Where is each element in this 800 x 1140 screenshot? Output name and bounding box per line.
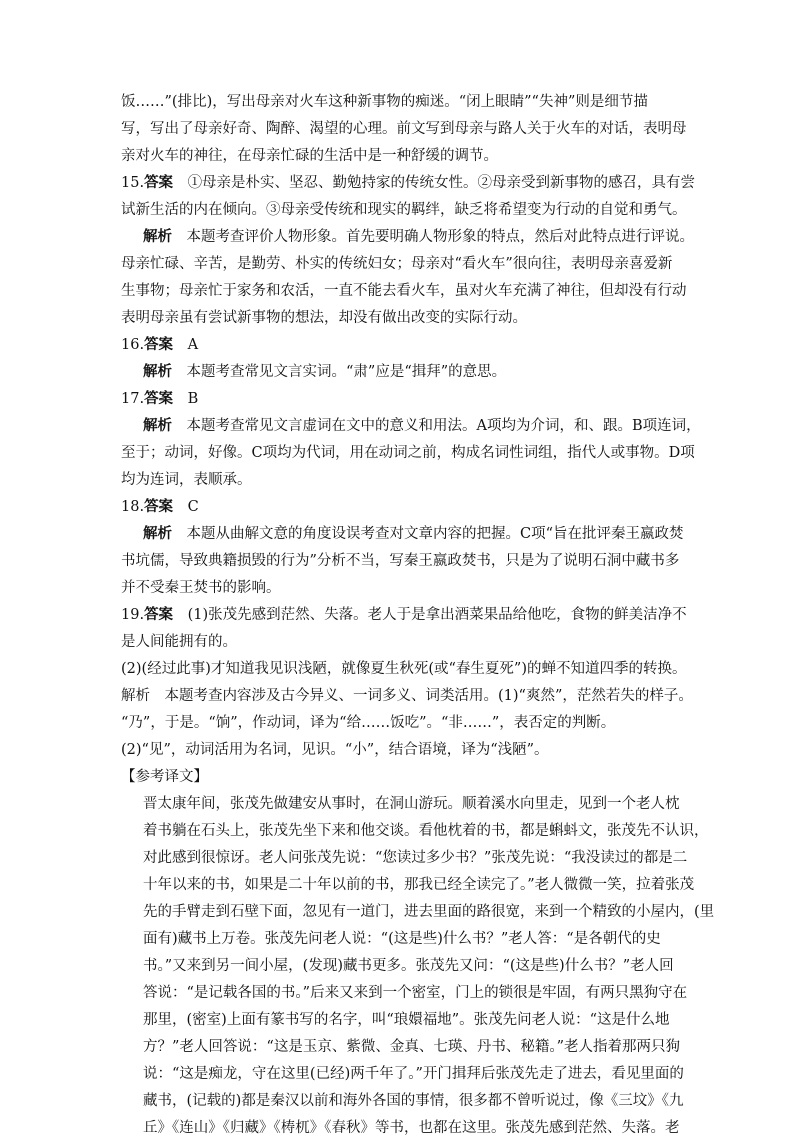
line-text: 答说：“是记载各国的书。”后来又来到一个密室，门上的锁很是牢固，有两只黑狗守在 xyxy=(143,985,688,1001)
line-text: 丘》《连山》《归藏》《梼杌》《春秋》等书，也都在这里。张茂先感到茫然、失落。老 xyxy=(143,1120,680,1136)
text-line xyxy=(0,306,800,330)
text-line xyxy=(0,792,800,816)
analysis-label: 解析 xyxy=(143,228,172,245)
question-number: 16. xyxy=(121,337,145,353)
text-line xyxy=(0,279,800,303)
line-text: 先的手臂走到石壁下面，忽见有一道门，进去里面的路很宽，来到一个精致的小屋内，(里 xyxy=(143,904,715,920)
line-text: “乃”，于是。“饷”，作动词，译为“给……饭吃”。“非……”，表否定的判断。 xyxy=(121,715,616,731)
line-text: (1)张茂先感到茫然、失落。老人于是拿出酒菜果品给他吃，食物的鲜美洁净不 xyxy=(187,607,687,623)
text-line xyxy=(0,1008,800,1032)
line-text: 并不受秦王焚书的影响。 xyxy=(121,580,281,596)
line-text: 说：“这是痴龙，守在这里(已经)两千年了。”开门揖拜后张茂先走了进去，看见里面的 xyxy=(143,1066,684,1082)
text-line xyxy=(0,252,800,276)
text-line xyxy=(0,468,800,492)
text-line xyxy=(0,1116,800,1140)
answer-label: 答案 xyxy=(144,498,174,515)
line-text: 书坑儒，导致典籍损毁的行为”分析不当，写秦王嬴政焚书，只是为了说明石洞中藏书多 xyxy=(121,553,680,569)
text-line xyxy=(0,657,800,681)
line-text: 饭……”(排比)，写出母亲对火车这种新事物的痴迷。“闭上眼睛”“失神”则是细节描 xyxy=(121,94,648,110)
line-text: 着书躺在石头上，张茂先坐下来和他交谈。看他枕着的书，都是蝌蚪文，张茂先不认识， xyxy=(143,823,709,839)
line-text: C xyxy=(187,499,199,515)
question-19-answer xyxy=(0,603,800,627)
line-text: 面有)藏书上万卷。张茂先问老人说：“(这是些)什么书？”老人答：“是各朝代的史 xyxy=(143,931,661,947)
answer-label: 答案 xyxy=(144,174,174,191)
answer-label: 答案 xyxy=(144,336,174,353)
text-line xyxy=(0,117,800,141)
line-text: 试新生活的内在倾向。③母亲受传统和现实的羁绊，缺乏将希望变为行动的自觉和勇气。 xyxy=(121,202,687,218)
line-text: 本题考查常见文言实词。“肃”应是“揖拜”的意思。 xyxy=(186,364,507,380)
line-text: 对此感到很惊讶。老人问张茂先说：“您读过多少书？”张茂先说：“我没读过的都是二 xyxy=(143,850,688,866)
line-text: 本题考查评价人物形象。首先要明确人物形象的特点，然后对此特点进行评说。 xyxy=(186,229,694,245)
section-heading xyxy=(0,765,800,789)
text-line xyxy=(0,144,800,168)
question-18-answer xyxy=(0,495,800,519)
line-text: 亲对火车的神往，在母亲忙碌的生活中是一种舒缓的调节。 xyxy=(121,148,498,164)
line-text: 生事物；母亲忙于家务和农活，一直不能去看火车，虽对火车充满了神往，但却没有行动 xyxy=(121,283,687,299)
text-line xyxy=(0,549,800,573)
question-16-answer xyxy=(0,333,800,357)
question-17-analysis xyxy=(0,414,800,438)
text-line xyxy=(0,738,800,762)
line-text: 本题考查常见文言虚词在文中的意义和用法。A项均为介词，和、跟。B项连词， xyxy=(186,418,701,434)
answer-label: 答案 xyxy=(144,606,174,623)
line-text: B xyxy=(187,391,199,407)
line-text: 方？”老人回答说：“这是玉京、紫微、金真、七瑛、丹书、秘籍。”老人指着那两只狗 xyxy=(143,1039,680,1055)
text-line xyxy=(0,873,800,897)
text-line xyxy=(0,684,800,708)
text-line xyxy=(0,711,800,735)
line-text: 藏书，(记载的)都是秦汉以前和海外各国的事情，很多都不曾听说过，像《三坟》《九 xyxy=(143,1093,684,1109)
question-16-analysis xyxy=(0,360,800,384)
text-line xyxy=(0,954,800,978)
line-text: 晋太康年间，张茂先做建安从事时，在洞山游玩。顺着溪水向里走，见到一个老人枕 xyxy=(143,796,680,812)
question-15-analysis xyxy=(0,225,800,249)
text-line xyxy=(0,90,800,114)
question-18-analysis xyxy=(0,522,800,546)
answer-label: 答案 xyxy=(144,390,174,407)
line-text: 写，写出了母亲好奇、陶醉、渴望的心理。前文写到母亲与路人关于火车的对话，表明母 xyxy=(121,121,687,137)
text-line xyxy=(0,1035,800,1059)
question-number: 19. xyxy=(121,607,145,623)
text-line xyxy=(0,846,800,870)
analysis-label: 解析 xyxy=(143,525,172,542)
line-text: 【参考译文】 xyxy=(121,769,208,785)
line-text: 解析 本题考查内容涉及古今异义、一词多义、词类活用。(1)“爽然”，茫然若失的样子。 xyxy=(121,688,693,704)
text-line xyxy=(0,819,800,843)
line-text: 均为连词，表顺承。 xyxy=(121,472,252,488)
line-text: 是人间能拥有的。 xyxy=(121,634,237,650)
line-text: A xyxy=(187,337,199,353)
text-line xyxy=(0,1089,800,1113)
question-number: 15. xyxy=(121,175,145,191)
text-line xyxy=(0,981,800,1005)
analysis-label: 解析 xyxy=(143,417,172,434)
line-text: 表明母亲虽有尝试新事物的想法，却没有做出改变的实际行动。 xyxy=(121,310,527,326)
line-text: 母亲忙碌、辛苦，是勤劳、朴实的传统妇女；母亲对“看火车”很向往，表明母亲喜爱新 xyxy=(121,256,673,272)
text-line xyxy=(0,441,800,465)
line-text: 那里，(密室)上面有篆书写的名字，叫“琅嬛福地”。张茂先问老人说：“这是什么地 xyxy=(143,1012,670,1028)
text-line xyxy=(0,576,800,600)
text-line xyxy=(0,630,800,654)
line-text: (2)(经过此事)才知道我见识浅陋，就像夏生秋死(或“春生夏死”)的蝉不知道四季的转换。 xyxy=(121,661,687,677)
line-text: 至于；动词，好像。C项均为代词，用在动词之前，构成名词性词组，指代人或事物。D项 xyxy=(121,445,695,461)
analysis-label: 解析 xyxy=(143,363,172,380)
line-text: 书。”又来到另一间小屋，(发现)藏书更多。张茂先又问：“(这是些)什么书？”老人回 xyxy=(143,958,674,974)
question-15-answer xyxy=(0,171,800,195)
text-line xyxy=(0,1062,800,1086)
line-text: ①母亲是朴实、坚忍、勤勉持家的传统女性。②母亲受到新事物的感召，具有尝 xyxy=(187,175,696,191)
text-line xyxy=(0,927,800,951)
line-text: 十年以来的书，如果是二十年以前的书，那我已经全读完了。”老人微微一笑，拉着张茂 xyxy=(143,877,695,893)
text-line xyxy=(0,900,800,924)
line-text: (2)“见”，动词活用为名词，见识。“小”，结合语境，译为“浅陋”。 xyxy=(121,742,549,758)
question-number: 18. xyxy=(121,499,145,515)
question-number: 17. xyxy=(121,391,145,407)
question-17-answer xyxy=(0,387,800,411)
line-text: 本题从曲解文意的角度设误考查对文章内容的把握。C项“旨在批评秦王嬴政焚 xyxy=(186,526,684,542)
text-line xyxy=(0,198,800,222)
